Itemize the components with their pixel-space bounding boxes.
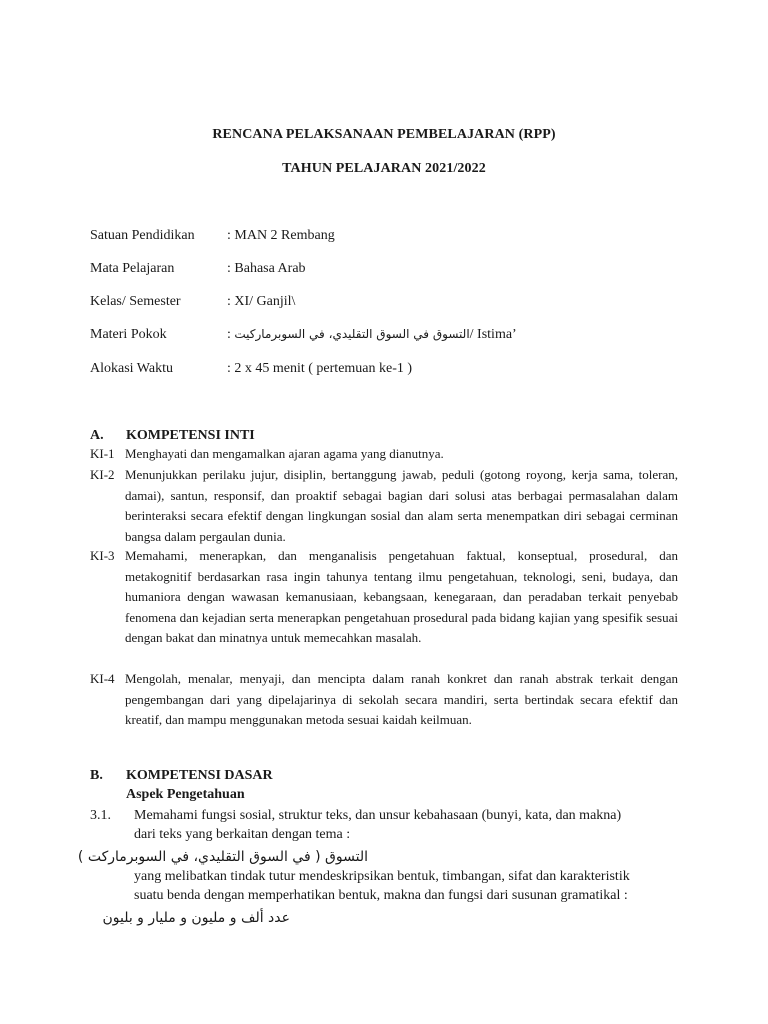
ki-4-code: KI-4 xyxy=(90,671,115,686)
ki-2-code: KI-2 xyxy=(90,467,115,482)
section-a-letter: A. xyxy=(90,428,104,443)
ki-1-item xyxy=(90,444,678,465)
kd-number: 3.1. xyxy=(90,808,111,823)
kd-line-6-arabic: عدد ألف و مليون و مليار و بليون xyxy=(102,910,290,926)
ki-1-code: KI-1 xyxy=(90,446,115,461)
kd-line-5: suatu benda dengan memperhatikan bentuk, makna dan fungsi dari susunan gramatikal : xyxy=(134,888,628,903)
materi-value-arabic: التسوق في السوق التقليدي، في السوبرماركيت xyxy=(234,327,470,341)
alokasi-label: Alokasi Waktu xyxy=(90,361,173,376)
ki-1-text: Menghayati dan mengamalkan ajaran agama yang dianutnya. xyxy=(125,446,444,461)
materi-value-prefix: : xyxy=(227,327,235,342)
materi-label: Materi Pokok xyxy=(90,327,167,342)
ki-4-text: Mengolah, menalar, menyaji, dan mencipta dalam ranah konkret dan ranah abstrak terkait dengan pengembangan dari yang dipelajarinya di sekolah secara mandiri, serta bertindak secara efektif dan kreatif, dan mampu menggunakan metoda sesuai kaidah keilmuan. xyxy=(125,671,678,727)
materi-value xyxy=(227,327,517,343)
section-a-title: KOMPETENSI INTI xyxy=(126,428,255,443)
ki-3-code: KI-3 xyxy=(90,548,115,563)
document-title: RENCANA PELAKSANAAN PEMBELAJARAN (RPP) xyxy=(212,127,556,142)
section-b-letter: B. xyxy=(90,768,103,783)
kd-line-1: Memahami fungsi sosial, struktur teks, dan unsur kebahasaan (bunyi, kata, dan makna) xyxy=(134,808,622,823)
kelas-value: : XI/ Ganjil\ xyxy=(227,294,296,309)
alokasi-value: : 2 x 45 menit ( pertemuan ke-1 ) xyxy=(227,361,413,376)
ki-2-text: Menunjukkan perilaku jujur, disiplin, bertanggung jawab, peduli (gotong royong, kerja sama, toleran, damai), santun, responsif, dan proaktif sebagai bagian dari solusi atas berbagai permasalahan dalam berinteraksi secara efektif dengan lingkungan sosial dan alam serta menempatkan diri sebagai cerminan bangsa dalam pergaulan dunia. xyxy=(125,467,678,544)
kd-line-3-arabic: التسوق ( في السوق التقليدي، في السوبرماركت ) xyxy=(77,849,368,865)
ki-3-item xyxy=(90,546,678,649)
mapel-value: : Bahasa Arab xyxy=(227,261,306,276)
ki-2-item xyxy=(90,465,678,547)
materi-value-suffix: / Istima’ xyxy=(469,327,517,342)
kelas-label: Kelas/ Semester xyxy=(90,294,181,309)
kd-line-4: yang melibatkan tindak tutur mendeskripsikan bentuk, timbangan, sifat dan karakteristik xyxy=(134,869,630,884)
aspek-pengetahuan-heading: Aspek Pengetahuan xyxy=(126,787,245,802)
ki-4-item xyxy=(90,669,678,731)
mapel-label: Mata Pelajaran xyxy=(90,261,175,276)
section-b-title: KOMPETENSI DASAR xyxy=(126,768,273,783)
ki-3-text: Memahami, menerapkan, dan menganalisis pengetahuan faktual, konseptual, prosedural, dan metakognitif berdasarkan rasa ingin tahunya tentang ilmu pengetahuan, teknologi, seni, budaya, dan humaniora dengan wawasan kemanusiaan, kebangsaan, kenegaraan, dan peradaban terkait penyebab fenomena dan kejadian serta menerapkan pengetahuan prosedural pada bidang kajian yang spesifik sesuai dengan bakat dan minatnya untuk memecahkan masalah. xyxy=(125,548,678,645)
satuan-label: Satuan Pendidikan xyxy=(90,228,195,243)
kd-line-2: dari teks yang berkaitan dengan tema : xyxy=(134,827,351,842)
document-subtitle: TAHUN PELAJARAN 2021/2022 xyxy=(282,161,486,176)
satuan-value: : MAN 2 Rembang xyxy=(227,228,335,243)
